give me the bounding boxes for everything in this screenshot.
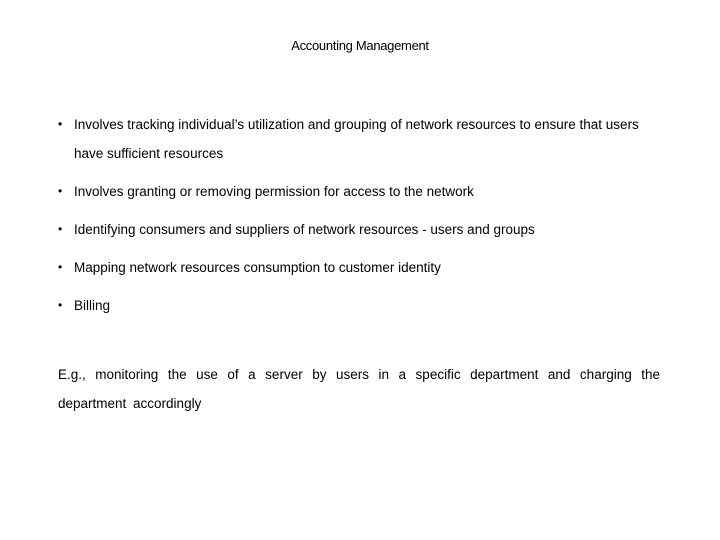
bullet-marker: •	[58, 298, 63, 312]
bullet-item	[58, 177, 668, 206]
bullet-marker: •	[58, 260, 63, 274]
bullet-item	[58, 215, 668, 244]
slide-title: Accounting Management	[291, 38, 429, 53]
example-paragraph: E.g., monitoring the use of a server by users in a specific department and charging the department accordingly	[58, 367, 660, 411]
bullet-item	[58, 110, 668, 168]
bullet-text: Involves tracking individual’s utilization and grouping of network resources to ensure that users have sufficient resources	[74, 117, 639, 161]
bullet-item	[58, 253, 668, 282]
bullet-text: Involves granting or removing permission for access to the network	[74, 184, 474, 199]
bullet-item	[58, 291, 668, 320]
bullet-text: Billing	[74, 298, 111, 313]
bullet-marker: •	[58, 222, 63, 236]
bullet-marker: •	[58, 117, 63, 131]
bullet-text: Mapping network resources consumption to customer identity	[74, 260, 441, 275]
bullet-text: Identifying consumers and suppliers of network resources - users and groups	[74, 222, 535, 237]
bullet-marker: •	[58, 184, 63, 198]
bullet-list	[58, 110, 668, 329]
